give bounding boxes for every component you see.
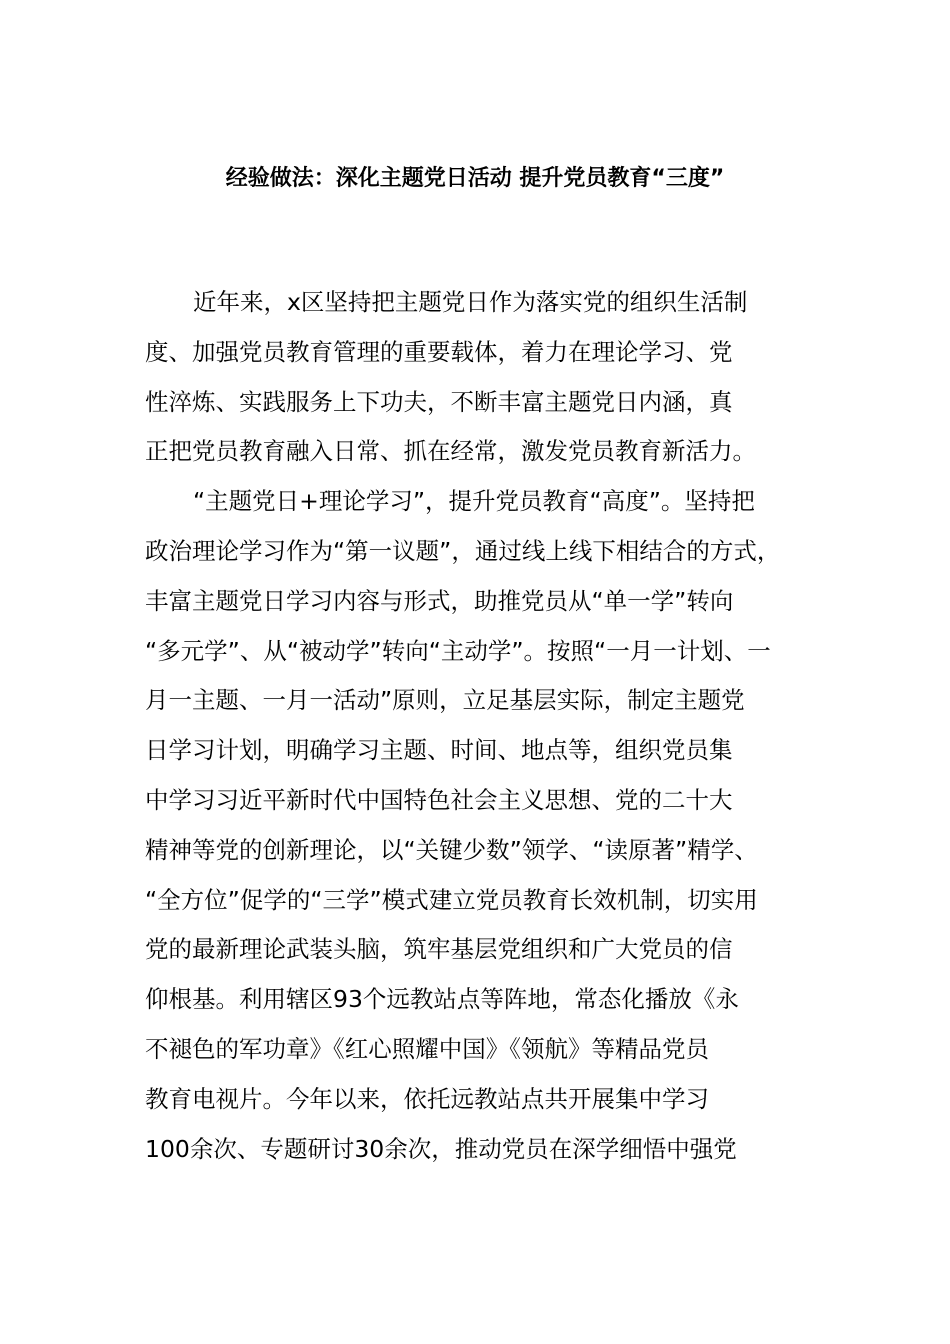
paragraph-2-line-3: 丰富主题党日学习内容与形式，助推党员从“单一学”转向 [145, 586, 734, 615]
paragraph-2-line-10: 党的最新理论武装头脑，筑牢基层党组织和广大党员的信 [145, 935, 733, 964]
document-title: 经验做法：深化主题党日活动 提升党员教育“三度” [225, 166, 725, 191]
paragraph-2-line-2: 政治理论学习作为“第一议题”，通过线上线下相结合的方式， [145, 536, 781, 565]
paragraph-2-line-8: 精神等党的创新理论，以“关键少数”领学、“读原著”精学、 [145, 835, 758, 864]
paragraph-2-line-13: 教育电视片。今年以来，依托远教站点共开展集中学习 [145, 1084, 709, 1113]
paragraph-2-line-12: 不褪色的军功章》《红心照耀中国》《领航》等精品党员 [145, 1034, 709, 1063]
paragraph-1-line-3: 性淬炼、实践服务上下功夫，不断丰富主题党日内涵，真 [145, 387, 733, 416]
paragraph-2-line-11: 仰根基。利用辖区93个远教站点等阵地，常态化播放《永 [145, 985, 739, 1014]
paragraph-2-line-6: 日学习计划，明确学习主题、时间、地点等，组织党员集 [145, 736, 733, 765]
paragraph-2-line-4: “多元学”、从“被动学”转向“主动学”。按照“一月一计划、一 [145, 636, 771, 665]
paragraph-1-line-4: 正把党员教育融入日常、抓在经常，激发党员教育新活力。 [145, 437, 756, 466]
paragraph-2-line-1: “主题党日+理论学习”，提升党员教育“高度”。坚持把 [193, 487, 755, 516]
paragraph-1-line-1: 近年来，x区坚持把主题党日作为落实党的组织生活制 [193, 288, 748, 316]
document-body [145, 278, 845, 1174]
paragraph-2-line-5: 月一主题、一月一活动”原则，立足基层实际，制定主题党 [145, 686, 745, 715]
paragraph-2-line-7: 中学习习近平新时代中国特色社会主义思想、党的二十大 [145, 785, 733, 814]
paragraph-2-line-9: “全方位”促学的“三学”模式建立党员教育长效机制，切实用 [145, 885, 758, 914]
paragraph-2-line-14: 100余次、专题研讨30余次，推动党员在深学细悟中强党 [145, 1134, 737, 1163]
paragraph-1-line-2: 度、加强党员教育管理的重要载体，着力在理论学习、党 [145, 337, 733, 366]
